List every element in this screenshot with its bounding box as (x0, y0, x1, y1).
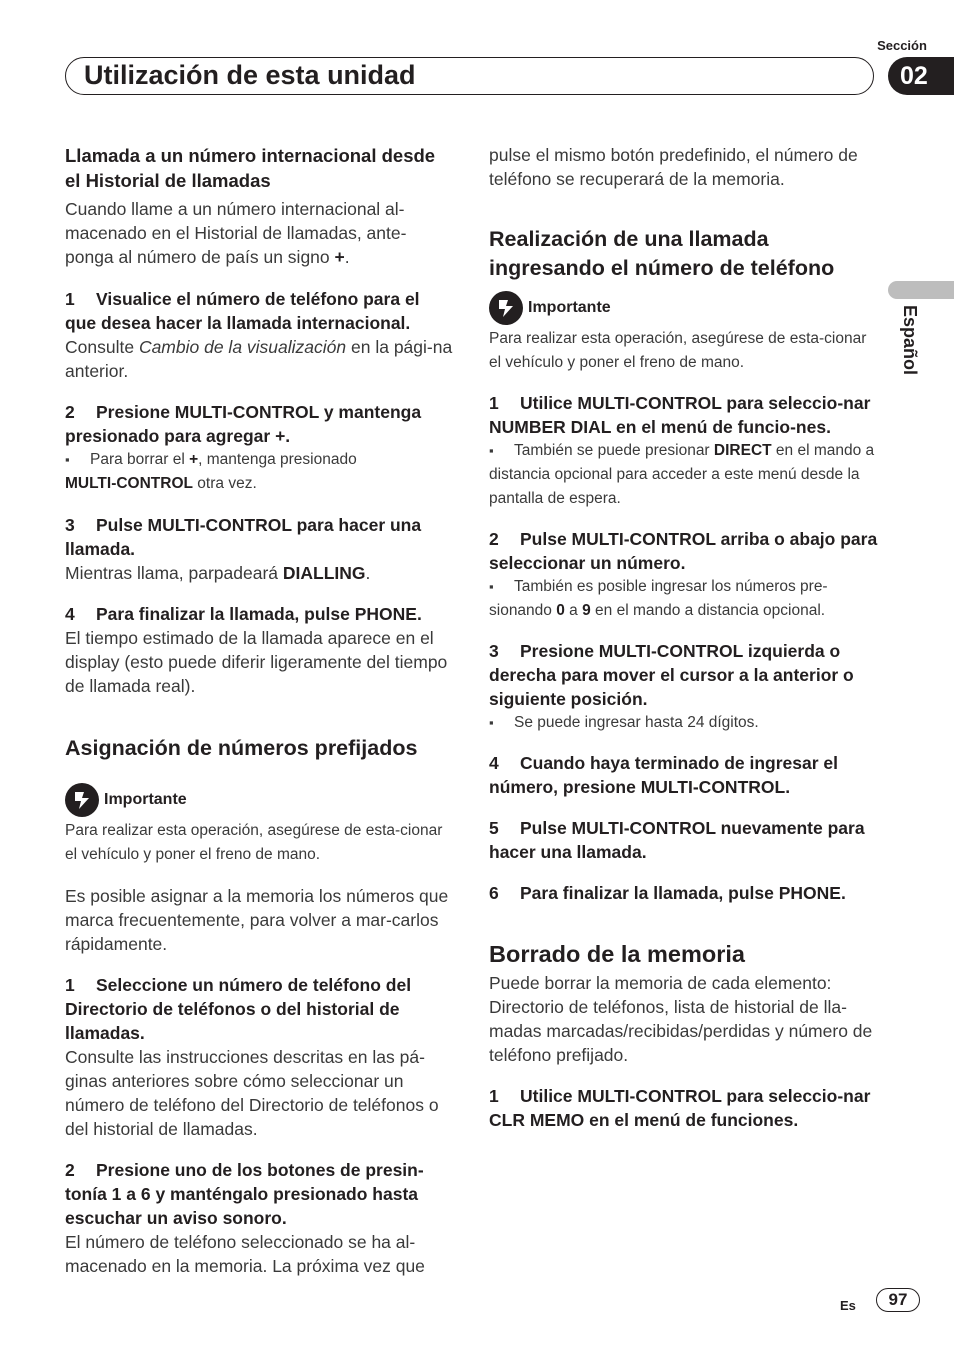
intl-step-1-body: Consulte Cambio de la visualización en la pági-na anterior. (65, 337, 453, 381)
intl-intro: Cuando llame a un número internacional al-macenado en el Historial de llamadas, ante-ponga al número de país un signo +. (65, 199, 407, 267)
dial-step-2-note: ▪ También es posible ingresar los números pre-sionando 0 a 9 en el mando a distancia opcional. (489, 575, 879, 623)
important-icon (489, 291, 523, 325)
preset-important: Importante (65, 783, 455, 817)
bullet-icon (489, 714, 514, 731)
intl-step-3-body: Mientras llama, parpadeará DIALLING. (65, 563, 371, 583)
clear-step-1: 1 Utilice MULTI-CONTROL para seleccio-nar CLR MEMO en el menú de funciones. (489, 1086, 871, 1130)
section-number: 02 (888, 57, 954, 95)
plus-sign: + (334, 247, 345, 267)
dial-step-3: 3 Presione MULTI-CONTROL izquierda o derecha para mover el cursor a la anterior o siguiente posición. (489, 641, 854, 709)
language-tab (888, 281, 954, 299)
intl-step-2-note: ▪ Para borrar el +, mantenga presionado MULTI-CONTROL otra vez. (65, 448, 455, 496)
intl-step-4-body: El tiempo estimado de la llamada aparece en el display (esto puede diferir ligeramente del tiempo de llamada real). (65, 628, 448, 696)
header-bar (65, 57, 874, 95)
cross-reference: Cambio de la visualización (138, 337, 347, 357)
left-column (65, 143, 455, 1278)
bullet-icon (65, 451, 90, 468)
dial-step-4: 4 Cuando haya terminado de ingresar el número, presione MULTI-CONTROL. (489, 753, 838, 797)
dial-important: Importante (489, 291, 879, 325)
intl-step-4: 4 Para finalizar la llamada, pulse PHONE. (65, 604, 422, 624)
dial-step-6: 6 Para finalizar la llamada, pulse PHONE. (489, 883, 846, 903)
preset-step-1: 1 Seleccione un número de teléfono del Directorio de teléfonos o del historial de llamadas. (65, 975, 412, 1043)
preset-step-1-body: Consulte las instrucciones descritas en las pá-ginas anteriores sobre cómo seleccionar un número de teléfono del Directorio de teléfonos o del historial de llamadas. (65, 1047, 439, 1139)
dial-step-3-note: ▪ Se puede ingresar hasta 24 dígitos. (489, 711, 879, 735)
dial-heading: Realización de una llamada ingresando el número de teléfono (489, 227, 835, 280)
preset-important-body: Para realizar esta operación, asegúrese de esta-cionar el vehículo y poner el freno de mano. (65, 822, 443, 863)
dial-step-2: 2 Pulse MULTI-CONTROL arriba o abajo para seleccionar un número. (489, 529, 878, 573)
dial-step-5: 5 Pulse MULTI-CONTROL nuevamente para hacer una llamada. (489, 818, 865, 862)
clear-intro: Puede borrar la memoria de cada elemento: Directorio de teléfonos, lista de historial de lla-madas marcadas/recibidas/perdidas y número de teléfono prefijado. (489, 973, 873, 1065)
page-number: 97 (876, 1288, 920, 1312)
intl-step-2: 2 Presione MULTI-CONTROL y mantenga presionado para agregar +. (65, 402, 422, 446)
dial-important-body: Para realizar esta operación, asegúrese de esta-cionar el vehículo y poner el freno de mano. (489, 330, 867, 371)
footer-lang-code: Es (840, 1298, 856, 1313)
bullet-icon (489, 442, 514, 459)
right-column (489, 143, 879, 1132)
preset-intro: Es posible asignar a la memoria los números que marca frecuentemente, para volver a mar-carlos rápidamente. (65, 886, 449, 954)
preset-heading: Asignación de números prefijados (65, 736, 418, 760)
bullet-icon (489, 578, 514, 595)
preset-step-2-body: El número de teléfono seleccionado se ha al-macenado en la memoria. La próxima vez que (65, 1232, 425, 1276)
dial-step-1: 1 Utilice MULTI-CONTROL para seleccio-nar NUMBER DIAL en el menú de funcio-nes. (489, 393, 871, 437)
page-title: Utilización de esta unidad (84, 60, 416, 90)
section-label: Sección (877, 38, 927, 53)
language-label: Español (900, 305, 920, 376)
clear-heading: Borrado de la memoria (489, 941, 745, 967)
intl-step-1: 1 Visualice el número de teléfono para el que desea hacer la llamada internacional. (65, 289, 420, 333)
dial-step-1-note: ▪ También se puede presionar DIRECT en el mando a distancia opcional para acceder a este menú desde la pantalla de espera. (489, 439, 879, 511)
preset-step-2: 2 Presione uno de los botones de presin-tonía 1 a 6 y manténgalo presionado hasta escuchar un aviso sonoro. (65, 1160, 424, 1228)
preset-continued: pulse el mismo botón predefinido, el número de teléfono se recuperará de la memoria. (489, 145, 858, 189)
intl-step-3: 3 Pulse MULTI-CONTROL para hacer una llamada. (65, 515, 422, 559)
intl-heading: Llamada a un número internacional desde el Historial de llamadas (65, 145, 436, 191)
important-icon (65, 783, 99, 817)
